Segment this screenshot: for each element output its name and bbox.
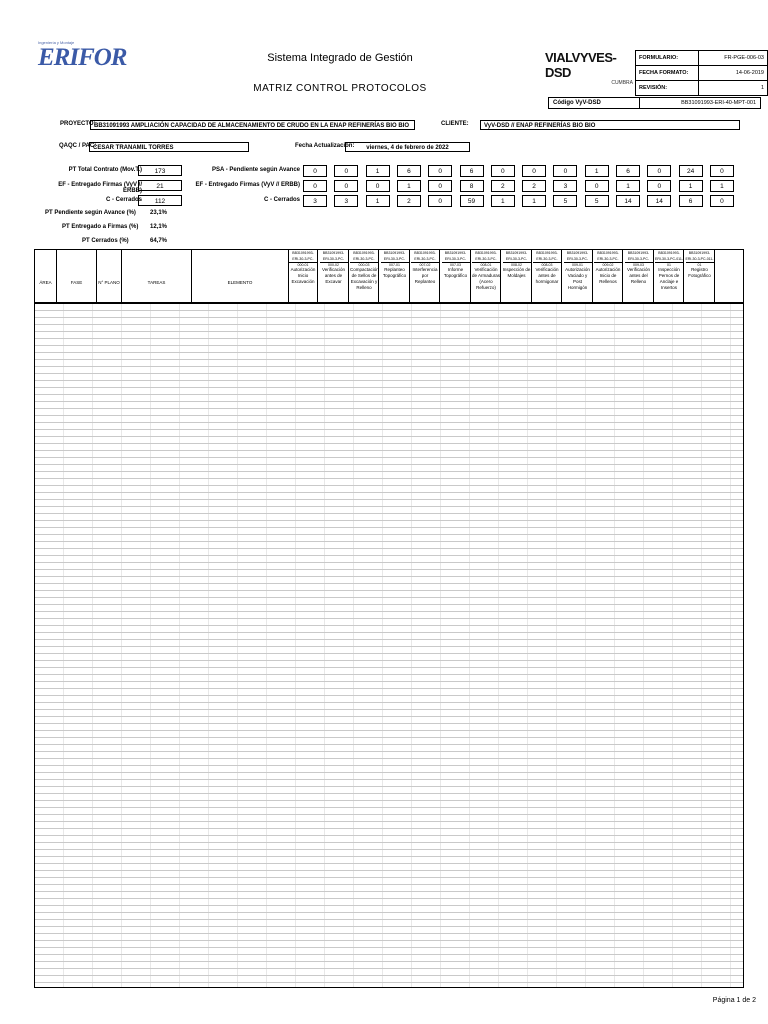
protocol-label: Replanteo Topográfico — [382, 267, 407, 278]
stat-label: PT Pendiente según Avance (%) — [45, 210, 136, 216]
protocol-column — [472, 250, 501, 302]
stat-value: 21 — [138, 180, 182, 191]
protocol-label: Inspección de Moldajes — [502, 267, 531, 278]
middle-label: EF - Entregado Firmas (VyV // ERBB) — [195, 182, 300, 188]
page-title: Sistema Integrado de Gestión — [267, 52, 413, 64]
protocol-label: Verificación antes del Relleno — [626, 267, 650, 284]
protocol-code: BB31091993-ERI-30-3-PC-009-03 — [625, 250, 653, 263]
col-fase: FASE — [57, 250, 97, 302]
protocol-label: Verificación de Armaduras (Acero Refuerzo) — [472, 267, 501, 290]
code-label: Código VyV-DSD — [549, 98, 640, 109]
client-value: VyV-DSD // ENAP REFINERÍAS BIO BIO — [480, 120, 740, 130]
stats-grid-cell: 0 — [334, 180, 358, 192]
meta-label: FORMULARIO: — [636, 51, 699, 66]
stats-grid-cell: 0 — [303, 165, 327, 177]
protocol-label: Autorización Inicio de Rellenos — [595, 267, 621, 284]
stats-grid-cell: 0 — [303, 180, 327, 192]
protocol-code: BB31091993-ERI-30-3-PC-009-02 — [594, 250, 622, 263]
stats-grid-cell: 1 — [491, 195, 515, 207]
stat-value: 64,7% — [150, 238, 168, 244]
col-elemento: ELEMENTO — [192, 250, 289, 302]
meta-value: FR-PGE-006-03 — [698, 51, 767, 66]
stats-grid-cell: 1 — [710, 180, 734, 192]
stats-grid-cell: 0 — [647, 180, 671, 192]
col-tareas: TAREAS — [122, 250, 192, 302]
stats-grid-cell: 0 — [428, 195, 452, 207]
protocol-column — [594, 250, 623, 302]
protocol-code: BB31091993-ERI-30-3-PC-007-03 — [442, 250, 470, 263]
stats-grid-cell: 0 — [522, 165, 546, 177]
protocol-code: BB31091993-ERI-30-3-PC-000-03 — [350, 250, 378, 263]
protocol-code: BB31091993-ERI-30-3-PC-011-01 — [655, 251, 683, 267]
protocol-label: Informe Topográfico — [443, 267, 468, 278]
date-value: viernes, 4 de febrero de 2022 — [345, 142, 470, 152]
stat-label: C - Cerrados — [105, 197, 142, 203]
stats-grid-cell: 2 — [491, 180, 515, 192]
protocol-code: BB31091993-ERI-30-3-PC-007-01 — [381, 250, 409, 263]
stats-grid-cell: 0 — [491, 165, 515, 177]
col-plano: N° PLANO — [97, 250, 122, 302]
stats-grid-cell: 59 — [460, 195, 484, 207]
vialvyves-logo — [545, 50, 633, 86]
qaqc-value: CESAR TRANAMIL TORRES — [89, 142, 249, 152]
vv-group: CUMBRA — [611, 80, 633, 86]
stats-grid-cell: 0 — [585, 180, 609, 192]
stat-value: 173 — [138, 165, 182, 176]
stats-grid-cell: 5 — [585, 195, 609, 207]
stats-grid — [303, 165, 743, 205]
stats-grid-cell: 3 — [303, 195, 327, 207]
protocol-column — [564, 250, 593, 302]
col-area: ÁREA — [35, 250, 57, 302]
stats-grid-cell: 0 — [428, 180, 452, 192]
stats-grid-cell: 3 — [553, 180, 577, 192]
stats-grid-cell: 6 — [460, 165, 484, 177]
meta-value: 1 — [698, 81, 767, 96]
stats-grid-cell: 0 — [710, 195, 734, 207]
vv-brand: VIALVYVES-DSD — [545, 50, 617, 80]
stats-grid-cell: 0 — [428, 165, 452, 177]
protocol-code: BB31091993-ERI-30-3-PC-007-02 — [411, 250, 439, 263]
stats-grid-cell: 1 — [585, 165, 609, 177]
middle-label: C - Cerrados — [263, 197, 300, 203]
stats-grid-cell: 8 — [460, 180, 484, 192]
stats-grid-cell: 24 — [679, 165, 703, 177]
stats-grid-cell: 1 — [679, 180, 703, 192]
protocol-label: Autorización Vaciado y Post Hormigón — [565, 267, 590, 290]
table-header — [34, 249, 744, 303]
stats-grid-cell: 3 — [334, 195, 358, 207]
protocol-label: Interferencia por Replanteo — [412, 267, 438, 284]
meta-value: 14-06-2019 — [698, 66, 767, 81]
protocol-label: Autorización Inicio Excavación — [290, 267, 316, 284]
protocol-code: BB31091993-ERI-30-3-PC-000-01 — [289, 250, 317, 263]
meta-table — [635, 50, 768, 96]
protocol-column — [655, 250, 684, 302]
stats-grid-cell: 0 — [553, 165, 577, 177]
protocol-column — [411, 250, 440, 302]
date-label: Fecha Actualización: — [295, 143, 355, 149]
protocol-column — [442, 250, 471, 302]
protocol-column — [320, 250, 349, 302]
protocol-label: Verificación antes de hormigonar — [535, 267, 559, 284]
code-row — [548, 97, 761, 109]
client-label: CLIENTE: — [441, 121, 469, 127]
stats-grid-cell: 0 — [366, 180, 390, 192]
project-value: BB31091993 AMPLIACIÓN CAPACIDAD DE ALMACENAMIENTO DE CRUDO EN LA ENAP REFINERÍAS BIO BIO — [90, 120, 415, 130]
protocol-column — [533, 250, 562, 302]
stat-label: PT Cerrados (%) — [82, 238, 129, 244]
protocol-column — [625, 250, 654, 302]
stats-grid-cell: 6 — [397, 165, 421, 177]
stats-grid-cell: 0 — [710, 165, 734, 177]
code-value: BB31091993-ERI-40-MPT-001 — [640, 98, 761, 109]
stat-label: EF - Entregado Firmas (VyV // ERBB) — [58, 182, 142, 194]
stats-grid-cell: 2 — [397, 195, 421, 207]
protocol-label: Registro Fotográfico — [688, 267, 711, 278]
logo-tagline: Ingeniería y Montaje — [38, 40, 75, 45]
protocol-code: BB31091993-ERI-30-3-PC-008-02 — [503, 250, 531, 263]
protocol-label: Verificación antes de Excavar — [321, 267, 345, 284]
stats-grid-cell: 0 — [334, 165, 358, 177]
page-number: Página 1 de 2 — [712, 997, 756, 1004]
protocol-column — [381, 250, 410, 302]
stats-grid-cell: 1 — [397, 180, 421, 192]
protocol-code: BB31091993-ERI-30-3-PC-009-01 — [564, 250, 592, 263]
protocol-label: Inspección Pernos de Anclaje e Insertos — [658, 267, 680, 290]
stats-grid-cell: 1 — [366, 165, 390, 177]
stat-label: PT Total Contrato (Mov.T.) — [68, 167, 142, 173]
protocol-code: BB31091993-ERI-30-3-PC-000-02 — [320, 250, 348, 263]
stats-grid-cell: 1 — [522, 195, 546, 207]
stats-grid-cell: 6 — [616, 165, 640, 177]
stats-grid-cell: 1 — [616, 180, 640, 192]
stats-grid-cell: 2 — [522, 180, 546, 192]
stat-value: 23,1% — [150, 210, 168, 216]
meta-label: REVISIÓN: — [636, 81, 699, 96]
stats-grid-cell: 0 — [647, 165, 671, 177]
protocol-column — [686, 250, 715, 302]
middle-label: PSA - Pendiente según Avance — [211, 167, 300, 173]
stats-grid-cell: 1 — [366, 195, 390, 207]
project-label: PROYECTO: — [60, 121, 96, 127]
stats-grid-cell: 6 — [679, 195, 703, 207]
protocol-code: BB31091993-ERI-30-3-PC-011-01 — [685, 251, 714, 267]
protocol-code: BB31091993-ERI-30-3-PC-008-01 — [472, 250, 500, 263]
stats-grid-cell: 5 — [553, 195, 577, 207]
stats-grid-cell: 14 — [616, 195, 640, 207]
meta-label: FECHA FORMATO: — [636, 66, 699, 81]
table-body — [34, 303, 744, 988]
stats-grid-cell: 14 — [647, 195, 671, 207]
logo-brand: ERIFOR — [38, 44, 127, 71]
stat-label: PT Entregado a Firmas (%) — [62, 224, 139, 230]
erifor-logo — [38, 40, 127, 92]
protocol-label: Compactación de Sellos de Excavación y Relleno — [350, 267, 379, 290]
protocol-column — [289, 250, 318, 302]
protocol-column — [503, 250, 532, 302]
page-subtitle: MATRIZ CONTROL PROTOCOLOS — [253, 83, 427, 94]
stat-value: 12,1% — [150, 224, 168, 230]
protocol-code: BB31091993-ERI-30-3-PC-008-03 — [533, 250, 561, 263]
protocol-column — [350, 250, 379, 302]
stat-value: 112 — [138, 195, 182, 206]
qaqc-label: QAQC / PAC: — [59, 143, 97, 149]
